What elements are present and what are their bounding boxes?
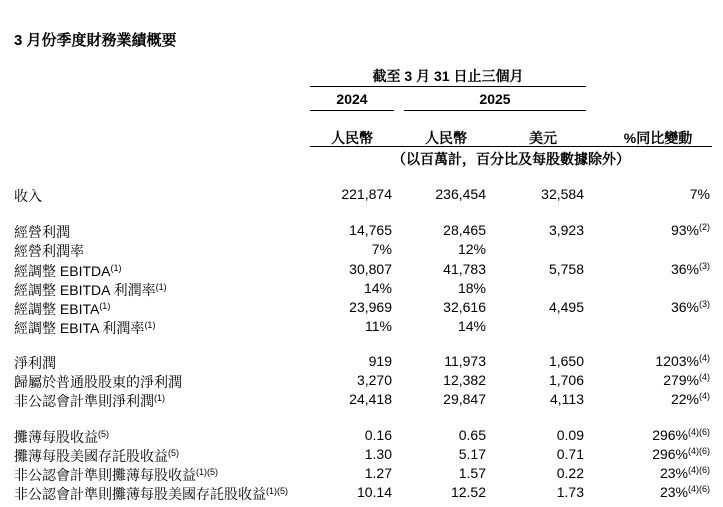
yoy-text: 296% [652,446,688,462]
value-2024-rmb: 14,765 [349,222,392,238]
yoy-footnote: (4)(6) [688,427,710,437]
yoy-text: 36% [670,299,699,315]
table-row [0,465,723,484]
value-2024-rmb: 30,807 [349,261,392,277]
row-label-text: 經營利潤 [14,224,70,240]
divider-2025 [404,110,586,111]
value-2024-rmb: 919 [368,353,392,369]
yoy-text: 93% [670,222,699,238]
value-2025-rmb: 11,973 [444,353,486,369]
value-yoy-change [663,372,710,388]
value-2025-usd: 3,923 [548,222,584,238]
row-label-text: 經調整 EBITA [14,301,100,317]
table-row [0,427,723,446]
row-label-footnote: (1) [154,393,165,403]
row-label [14,372,182,392]
value-yoy-change [671,391,710,407]
row-label [14,299,110,319]
year-2025-header: 2025 [479,91,511,107]
yoy-text: 23% [659,484,688,500]
table-row [0,241,723,260]
value-2024-rmb: 11% [365,318,392,334]
value-2024-rmb: 0.16 [364,427,392,443]
divider-period [310,86,586,87]
row-label-text: 收入 [14,188,42,204]
yoy-footnote: (4)(6) [688,484,710,494]
row-label-text: 非公認會計準則攤薄每股收益 [14,467,196,483]
value-2025-usd: 0.71 [556,446,584,462]
row-label [14,391,165,411]
yoy-footnote: (4)(6) [688,446,710,456]
row-label-text: 經調整 EBITA 利潤率 [14,320,145,336]
col-rmb-2024-header: 人民幣 [331,130,373,146]
yoy-text: 22% [670,391,699,407]
value-2024-rmb: 10.14 [356,484,392,500]
value-2024-rmb: 23,969 [349,299,392,315]
row-label [14,318,155,338]
table-row [0,353,723,372]
value-2025-usd: 5,758 [548,261,584,277]
value-2025-rmb: 29,847 [443,391,486,407]
value-2025-usd: 32,584 [541,186,584,202]
value-2025-usd: 4,495 [548,299,584,315]
yoy-text: 1203% [655,353,699,369]
value-2025-rmb: 12.52 [450,484,486,500]
yoy-footnote: (4) [699,391,710,401]
row-label-footnote: (1) [155,282,167,292]
divider-columns [310,146,712,147]
row-label-text: 經營利潤率 [14,243,84,259]
row-label [14,222,70,242]
row-label [14,261,121,281]
value-yoy-change [671,299,710,315]
value-2024-rmb: 221,874 [341,186,392,202]
period-header: 截至 3 月 31 日止三個月 [372,68,524,84]
value-2024-rmb: 3,270 [356,372,392,388]
row-label [14,465,218,485]
row-label-footnote: (1) [110,263,122,273]
row-label-footnote: (1) [99,301,111,311]
table-row [0,222,723,241]
table-row [0,261,723,280]
value-2025-rmb: 18% [457,280,486,296]
value-2024-rmb: 14% [363,280,392,296]
page-title: 3 月份季度財務業績概要 [14,32,177,49]
yoy-footnote: (2) [699,222,710,232]
row-label-text: 非公認會計準則攤薄每股美國存託股收益 [14,486,266,502]
table-row [0,484,723,503]
row-label-footnote: (1)(5) [266,486,288,496]
value-yoy-change [690,186,710,202]
value-yoy-change [660,484,710,500]
unit-note: （以百萬計，百分比及每股數據除外） [392,151,630,167]
row-label-footnote: (1)(5) [196,467,218,477]
row-label [14,353,56,373]
table-row [0,280,723,299]
row-label-text: 經調整 EBITDA 利潤率 [14,282,156,298]
value-2024-rmb: 1.27 [364,465,392,481]
yoy-text: 279% [663,372,699,388]
value-2024-rmb: 7% [371,241,392,257]
yoy-text: 36% [670,261,699,277]
value-2025-rmb: 32,616 [443,299,486,315]
value-2025-rmb: 28,465 [443,222,486,238]
value-yoy-change [671,261,710,277]
row-label-text: 淨利潤 [14,355,56,371]
yoy-text: 7% [689,186,710,202]
value-yoy-change [652,446,710,462]
value-yoy-change [660,465,710,481]
yoy-footnote: (4)(6) [688,465,710,475]
table-row [0,186,723,205]
row-label-footnote: (5) [168,448,179,458]
row-label [14,241,84,261]
value-yoy-change [655,353,710,369]
value-2025-rmb: 14% [457,318,486,334]
col-rmb-2025-header: 人民幣 [425,130,467,146]
row-label-footnote: (1) [144,320,156,330]
value-2025-usd: 1,706 [548,372,584,388]
value-2025-rmb: 1.57 [458,465,486,481]
value-yoy-change [671,222,710,238]
row-label [14,280,167,300]
value-2025-rmb: 5.17 [458,446,486,462]
value-2025-usd: 1,650 [548,353,584,369]
table-row [0,318,723,337]
col-yoy-header: %同比變動 [623,130,693,146]
value-2025-rmb: 12,382 [443,372,486,388]
col-usd-header: 美元 [529,130,557,146]
divider-2024 [310,110,394,111]
value-2025-rmb: 41,783 [443,261,486,277]
year-2024-header: 2024 [336,91,368,107]
value-2025-usd: 1.73 [556,484,584,500]
value-2025-usd: 0.09 [556,427,584,443]
value-2025-rmb: 12% [457,241,486,257]
row-label-text: 攤薄每股美國存託股收益 [14,448,168,464]
value-2024-rmb: 1.30 [364,446,392,462]
table-row [0,391,723,410]
table-row [0,446,723,465]
row-label-text: 攤薄每股收益 [14,429,98,445]
row-label [14,484,288,504]
value-2025-rmb: 236,454 [435,186,486,202]
table-row [0,299,723,318]
yoy-text: 23% [659,465,688,481]
value-2024-rmb: 24,418 [349,391,392,407]
value-yoy-change [652,427,710,443]
yoy-footnote: (3) [699,299,710,309]
value-2025-usd: 4,113 [550,391,584,407]
row-label [14,446,179,466]
row-label-footnote: (5) [98,429,109,439]
yoy-footnote: (4) [699,372,710,382]
row-label-text: 經調整 EBITDA [14,263,111,279]
value-2025-usd: 0.22 [556,465,584,481]
value-2025-rmb: 0.65 [458,427,486,443]
yoy-text: 296% [652,427,688,443]
table-row [0,372,723,391]
row-label-text: 非公認會計準則淨利潤 [14,393,154,409]
yoy-footnote: (4) [699,353,710,363]
row-label [14,186,42,206]
row-label-text: 歸屬於普通股股東的淨利潤 [14,374,182,390]
row-label [14,427,109,447]
yoy-footnote: (3) [699,261,710,271]
